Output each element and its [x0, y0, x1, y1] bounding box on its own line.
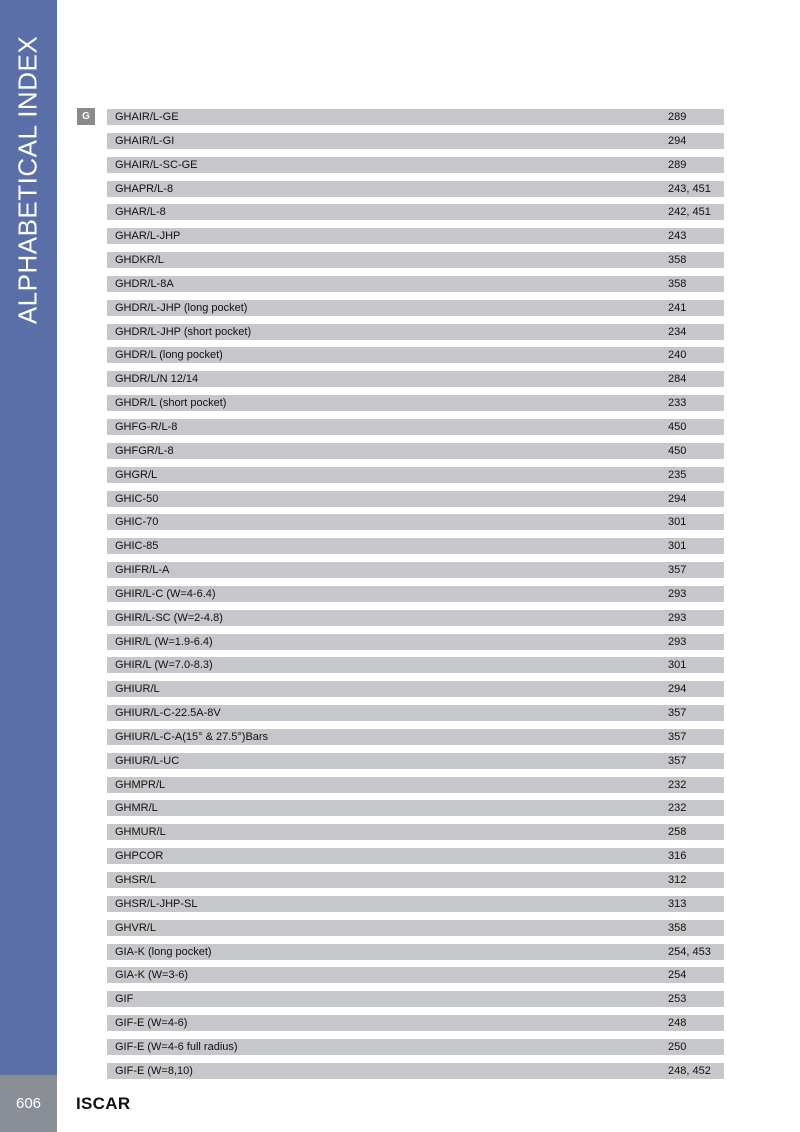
- index-item-pages: 313: [668, 897, 687, 910]
- index-row: [107, 777, 724, 793]
- index-item-pages: 233: [668, 397, 687, 410]
- index-item-pages: 358: [668, 921, 687, 934]
- index-item-pages: 289: [668, 158, 687, 171]
- index-item-name: GIA-K (long pocket): [115, 945, 212, 958]
- index-item-pages: 232: [668, 802, 687, 815]
- index-row: [107, 252, 724, 268]
- index-item-name: GHSR/L-JHP-SL: [115, 897, 198, 910]
- index-item-name: GIF-E (W=4-6): [115, 1017, 188, 1030]
- index-item-pages: 258: [668, 826, 687, 839]
- index-row: [107, 1039, 724, 1055]
- index-item-name: GHFGR/L-8: [115, 444, 174, 457]
- index-item-name: GHPCOR: [115, 850, 164, 863]
- index-item-name: GHAR/L-8: [115, 206, 166, 219]
- index-row: [107, 181, 724, 197]
- index-item-pages: 254: [668, 969, 687, 982]
- index-row: [107, 347, 724, 363]
- index-item-pages: 243, 451: [668, 182, 711, 195]
- index-row: [107, 324, 724, 340]
- sidebar-band: [0, 0, 57, 1075]
- index-row: [107, 896, 724, 912]
- index-row: [107, 491, 724, 507]
- index-row: [107, 371, 724, 387]
- index-item-name: GHIR/L (W=1.9-6.4): [115, 635, 213, 648]
- index-item-pages: 301: [668, 540, 687, 553]
- index-item-name: GIF: [115, 993, 134, 1006]
- index-item-pages: 358: [668, 277, 687, 290]
- index-item-name: GHDKR/L: [115, 254, 164, 267]
- index-row: [107, 824, 724, 840]
- index-item-name: GHIUR/L: [115, 683, 160, 696]
- index-item-pages: 301: [668, 516, 687, 529]
- index-row: [107, 729, 724, 745]
- index-item-name: GHSR/L: [115, 874, 156, 886]
- index-item-name: GHIFR/L-A: [115, 564, 170, 577]
- index-item-pages: 357: [668, 754, 687, 767]
- index-item-pages: 284: [668, 373, 687, 386]
- index-item-name: GHIR/L (W=7.0-8.3): [115, 659, 213, 672]
- brand-logo: ISCAR: [76, 1094, 131, 1113]
- index-item-name: GHDR/L-8A: [115, 277, 174, 290]
- index-item-name: GHIUR/L-C-A(15° & 27.5°)Bars: [115, 730, 269, 743]
- index-item-pages: 250: [668, 1040, 687, 1053]
- index-item-name: GIF-E (W=4-6 full radius): [115, 1040, 238, 1053]
- index-item-pages: 248: [668, 1017, 687, 1030]
- index-item-pages: 357: [668, 730, 687, 743]
- index-row: [107, 991, 724, 1007]
- index-row: [107, 705, 724, 721]
- index-item-name: GHDR/L-JHP (short pocket): [115, 325, 252, 338]
- index-row: [107, 681, 724, 697]
- section-letter-badge: G: [77, 108, 95, 125]
- index-item-name: GIA-K (W=3-6): [115, 969, 189, 982]
- index-row: [107, 395, 724, 411]
- index-item-pages: 253: [668, 993, 687, 1006]
- index-item-name: GHMPR/L: [115, 778, 166, 791]
- index-item-name: GHDR/L (long pocket): [115, 349, 223, 362]
- index-item-name: GHAR/L-JHP: [115, 230, 181, 243]
- index-item-name: GHIC-85: [115, 540, 159, 553]
- index-item-pages: 235: [668, 468, 687, 481]
- index-row: [107, 848, 724, 864]
- index-row: [107, 133, 724, 149]
- index-row: [107, 109, 724, 125]
- index-item-pages: 232: [668, 778, 687, 791]
- index-row: [107, 562, 724, 578]
- index-row: [107, 157, 724, 173]
- index-row: [107, 300, 724, 316]
- index-item-name: GHDR/L-JHP (long pocket): [115, 301, 248, 314]
- index-row: [107, 514, 724, 530]
- index-row: [107, 276, 724, 292]
- index-item-name: GHAIR/L-GE: [115, 111, 179, 123]
- index-row: [107, 610, 724, 626]
- index-row: [107, 228, 724, 244]
- index-row: [107, 634, 724, 650]
- index-item-pages: 294: [668, 492, 687, 505]
- index-item-pages: 241: [668, 301, 687, 314]
- page-number: 606: [0, 1075, 57, 1132]
- index-item-name: GHFG-R/L-8: [115, 420, 178, 433]
- index-row: [107, 967, 724, 983]
- index-item-name: GHAIR/L-GI: [115, 134, 175, 147]
- index-item-name: GHIC-70: [115, 516, 159, 529]
- index-row: [107, 419, 724, 435]
- index-item-pages: 312: [668, 874, 687, 886]
- index-item-pages: 450: [668, 444, 687, 457]
- index-item-pages: 293: [668, 587, 687, 600]
- index-row: [107, 443, 724, 459]
- index-item-name: GHMUR/L: [115, 826, 166, 839]
- index-item-pages: 294: [668, 134, 687, 147]
- index-item-pages: 316: [668, 850, 687, 863]
- index-item-pages: 248, 452: [668, 1064, 711, 1077]
- index-item-name: GHMR/L: [115, 802, 158, 815]
- index-item-name: GHDR/L/N 12/14: [115, 373, 199, 386]
- index-item-pages: 293: [668, 635, 687, 648]
- index-item-pages: 293: [668, 611, 687, 624]
- index-row: [107, 586, 724, 602]
- index-item-name: GIF-E (W=8,10): [115, 1064, 193, 1077]
- index-row: [107, 800, 724, 816]
- index-row: [107, 753, 724, 769]
- index-item-pages: 358: [668, 254, 687, 267]
- index-row: [107, 920, 724, 936]
- index-item-pages: 357: [668, 707, 687, 720]
- index-row: [107, 538, 724, 554]
- index-row: [107, 872, 724, 888]
- index-item-pages: 254, 453: [668, 945, 711, 958]
- index-item-pages: 242, 451: [668, 206, 711, 219]
- index-row: [107, 204, 724, 220]
- index-item-pages: 289: [668, 111, 687, 123]
- index-item-name: GHGR/L: [115, 468, 158, 481]
- index-item-name: GHIUR/L-C-22.5A-8V: [115, 707, 221, 720]
- index-item-pages: 243: [668, 230, 687, 243]
- index-row: [107, 1015, 724, 1031]
- index-item-name: GHAIR/L-SC-GE: [115, 158, 198, 171]
- index-item-name: GHIR/L-C (W=4-6.4): [115, 587, 216, 600]
- index-row: [107, 944, 724, 960]
- index-item-name: GHAPR/L-8: [115, 182, 174, 195]
- index-list: [107, 109, 724, 1087]
- index-item-pages: 294: [668, 683, 687, 696]
- index-item-pages: 301: [668, 659, 687, 672]
- index-item-pages: 240: [668, 349, 687, 362]
- index-item-pages: 450: [668, 420, 687, 433]
- index-row: [107, 1063, 724, 1079]
- index-item-name: GHIC-50: [115, 492, 159, 505]
- sidebar-title: ALPHABETICAL INDEX: [12, 35, 43, 325]
- index-item-name: GHIUR/L-UC: [115, 754, 180, 767]
- index-item-name: GHIR/L-SC (W=2-4.8): [115, 611, 223, 624]
- index-item-pages: 234: [668, 325, 687, 338]
- index-item-name: GHVR/L: [115, 921, 156, 934]
- index-row: [107, 657, 724, 673]
- index-item-name: GHDR/L (short pocket): [115, 397, 227, 410]
- index-row: [107, 467, 724, 483]
- index-item-pages: 357: [668, 564, 687, 577]
